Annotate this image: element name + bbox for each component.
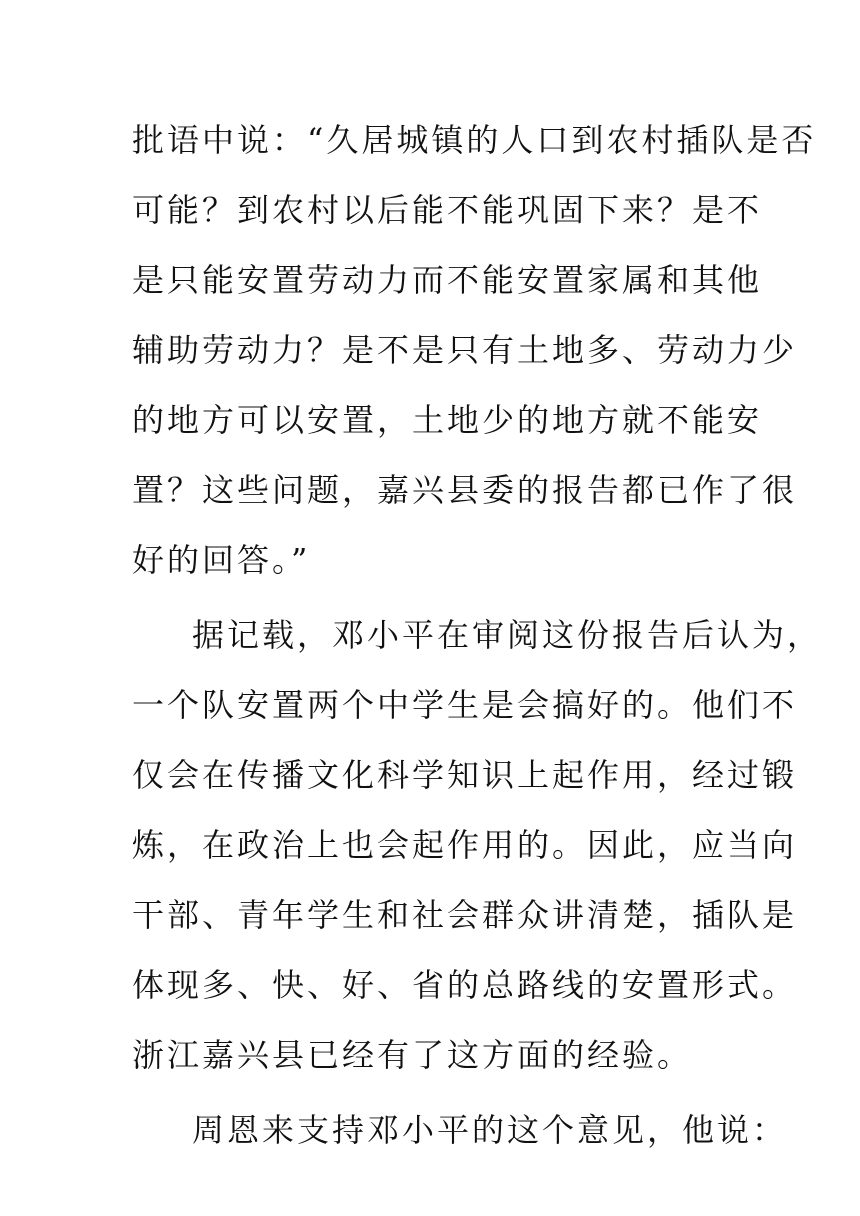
text-line: 可能？到农村以后能不能巩固下来？是不 [132, 191, 763, 229]
text-line: 干部、青年学生和社会群众讲清楚，插队是 [132, 896, 798, 934]
text-line: 一个队安置两个中学生是会搞好的。他们不 [132, 686, 798, 724]
text-line: 仅会在传播文化科学知识上起作用，经过锻 [132, 756, 798, 794]
text-line: 的地方可以安置，土地少的地方就不能安 [132, 401, 763, 439]
text-line: 置？这些问题，嘉兴县委的报告都已作了很 [132, 471, 798, 509]
text-line: 是只能安置劳动力而不能安置家属和其他 [132, 261, 763, 299]
paragraph-start-line: 周恩来支持邓小平的这个意见，他说： [192, 1111, 788, 1149]
text-line: 浙江嘉兴县已经有了这方面的经验。 [132, 1036, 693, 1074]
text-line: 好的回答。” [132, 541, 311, 579]
paragraph-start-line: 据记载，邓小平在审阅这份报告后认为， [192, 616, 823, 654]
text-line: 辅助劳动力？是不是只有土地多、劳动力少 [132, 331, 798, 369]
text-line: 批语中说：“久居城镇的人口到农村插队是否 [132, 121, 817, 159]
text-line: 炼，在政治上也会起作用的。因此，应当向 [132, 826, 798, 864]
text-line: 体现多、快、好、省的总路线的安置形式。 [132, 966, 798, 1004]
